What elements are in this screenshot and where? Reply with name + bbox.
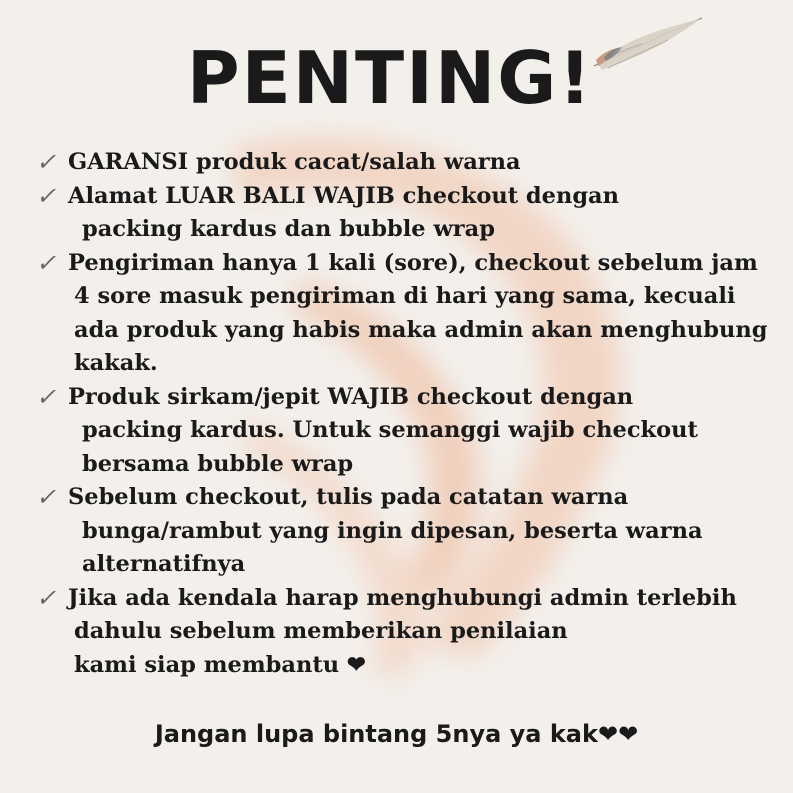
item-line: GARANSI produk cacat/salah warna — [68, 149, 521, 175]
check-icon: ✓ — [36, 583, 57, 612]
page-title: PENTING! — [186, 36, 594, 120]
list-item — [36, 247, 788, 381]
info-list — [36, 146, 788, 682]
list-item — [36, 381, 788, 482]
list-item — [36, 146, 788, 180]
footer-reminder: Jangan lupa bintang 5nya ya kak❤❤ — [154, 720, 639, 748]
list-item — [36, 180, 788, 247]
item-line: packing kardus dan bubble wrap — [82, 216, 495, 242]
list-item — [36, 582, 788, 683]
item-line: Produk sirkam/jepit WAJIB checkout dengan — [68, 383, 634, 410]
item-line: ada produk yang habis maka admin akan menghubung — [74, 316, 768, 343]
check-icon: ✓ — [36, 382, 57, 411]
check-icon: ✓ — [36, 148, 57, 176]
item-line: kami siap membantu ❤ — [74, 651, 366, 678]
item-line: Pengiriman hanya 1 kali (sore), checkout sebelum jam — [68, 249, 758, 276]
item-line: packing kardus. Untuk semanggi wajib checkout — [82, 417, 698, 443]
item-line: kakak. — [74, 350, 158, 376]
item-line: Alamat LUAR BALI WAJIB checkout dengan — [68, 182, 619, 209]
check-icon: ✓ — [36, 483, 57, 511]
item-line: Sebelum checkout, tulis pada catatan warna — [68, 484, 629, 510]
item-line: Jika ada kendala harap menghubungi admin terlebih — [68, 584, 737, 611]
check-icon: ✓ — [36, 181, 57, 210]
item-line: bunga/rambut yang ingin dipesan, beserta warna — [82, 517, 703, 544]
item-line: 4 sore masuk pengiriman di hari yang sama, kecuali — [74, 283, 736, 309]
item-line: alternatifnya — [82, 551, 246, 577]
list-item — [36, 481, 788, 582]
check-icon: ✓ — [36, 248, 57, 277]
item-line: dahulu sebelum memberikan penilaian — [74, 618, 568, 644]
item-line: bersama bubble wrap — [82, 450, 354, 477]
